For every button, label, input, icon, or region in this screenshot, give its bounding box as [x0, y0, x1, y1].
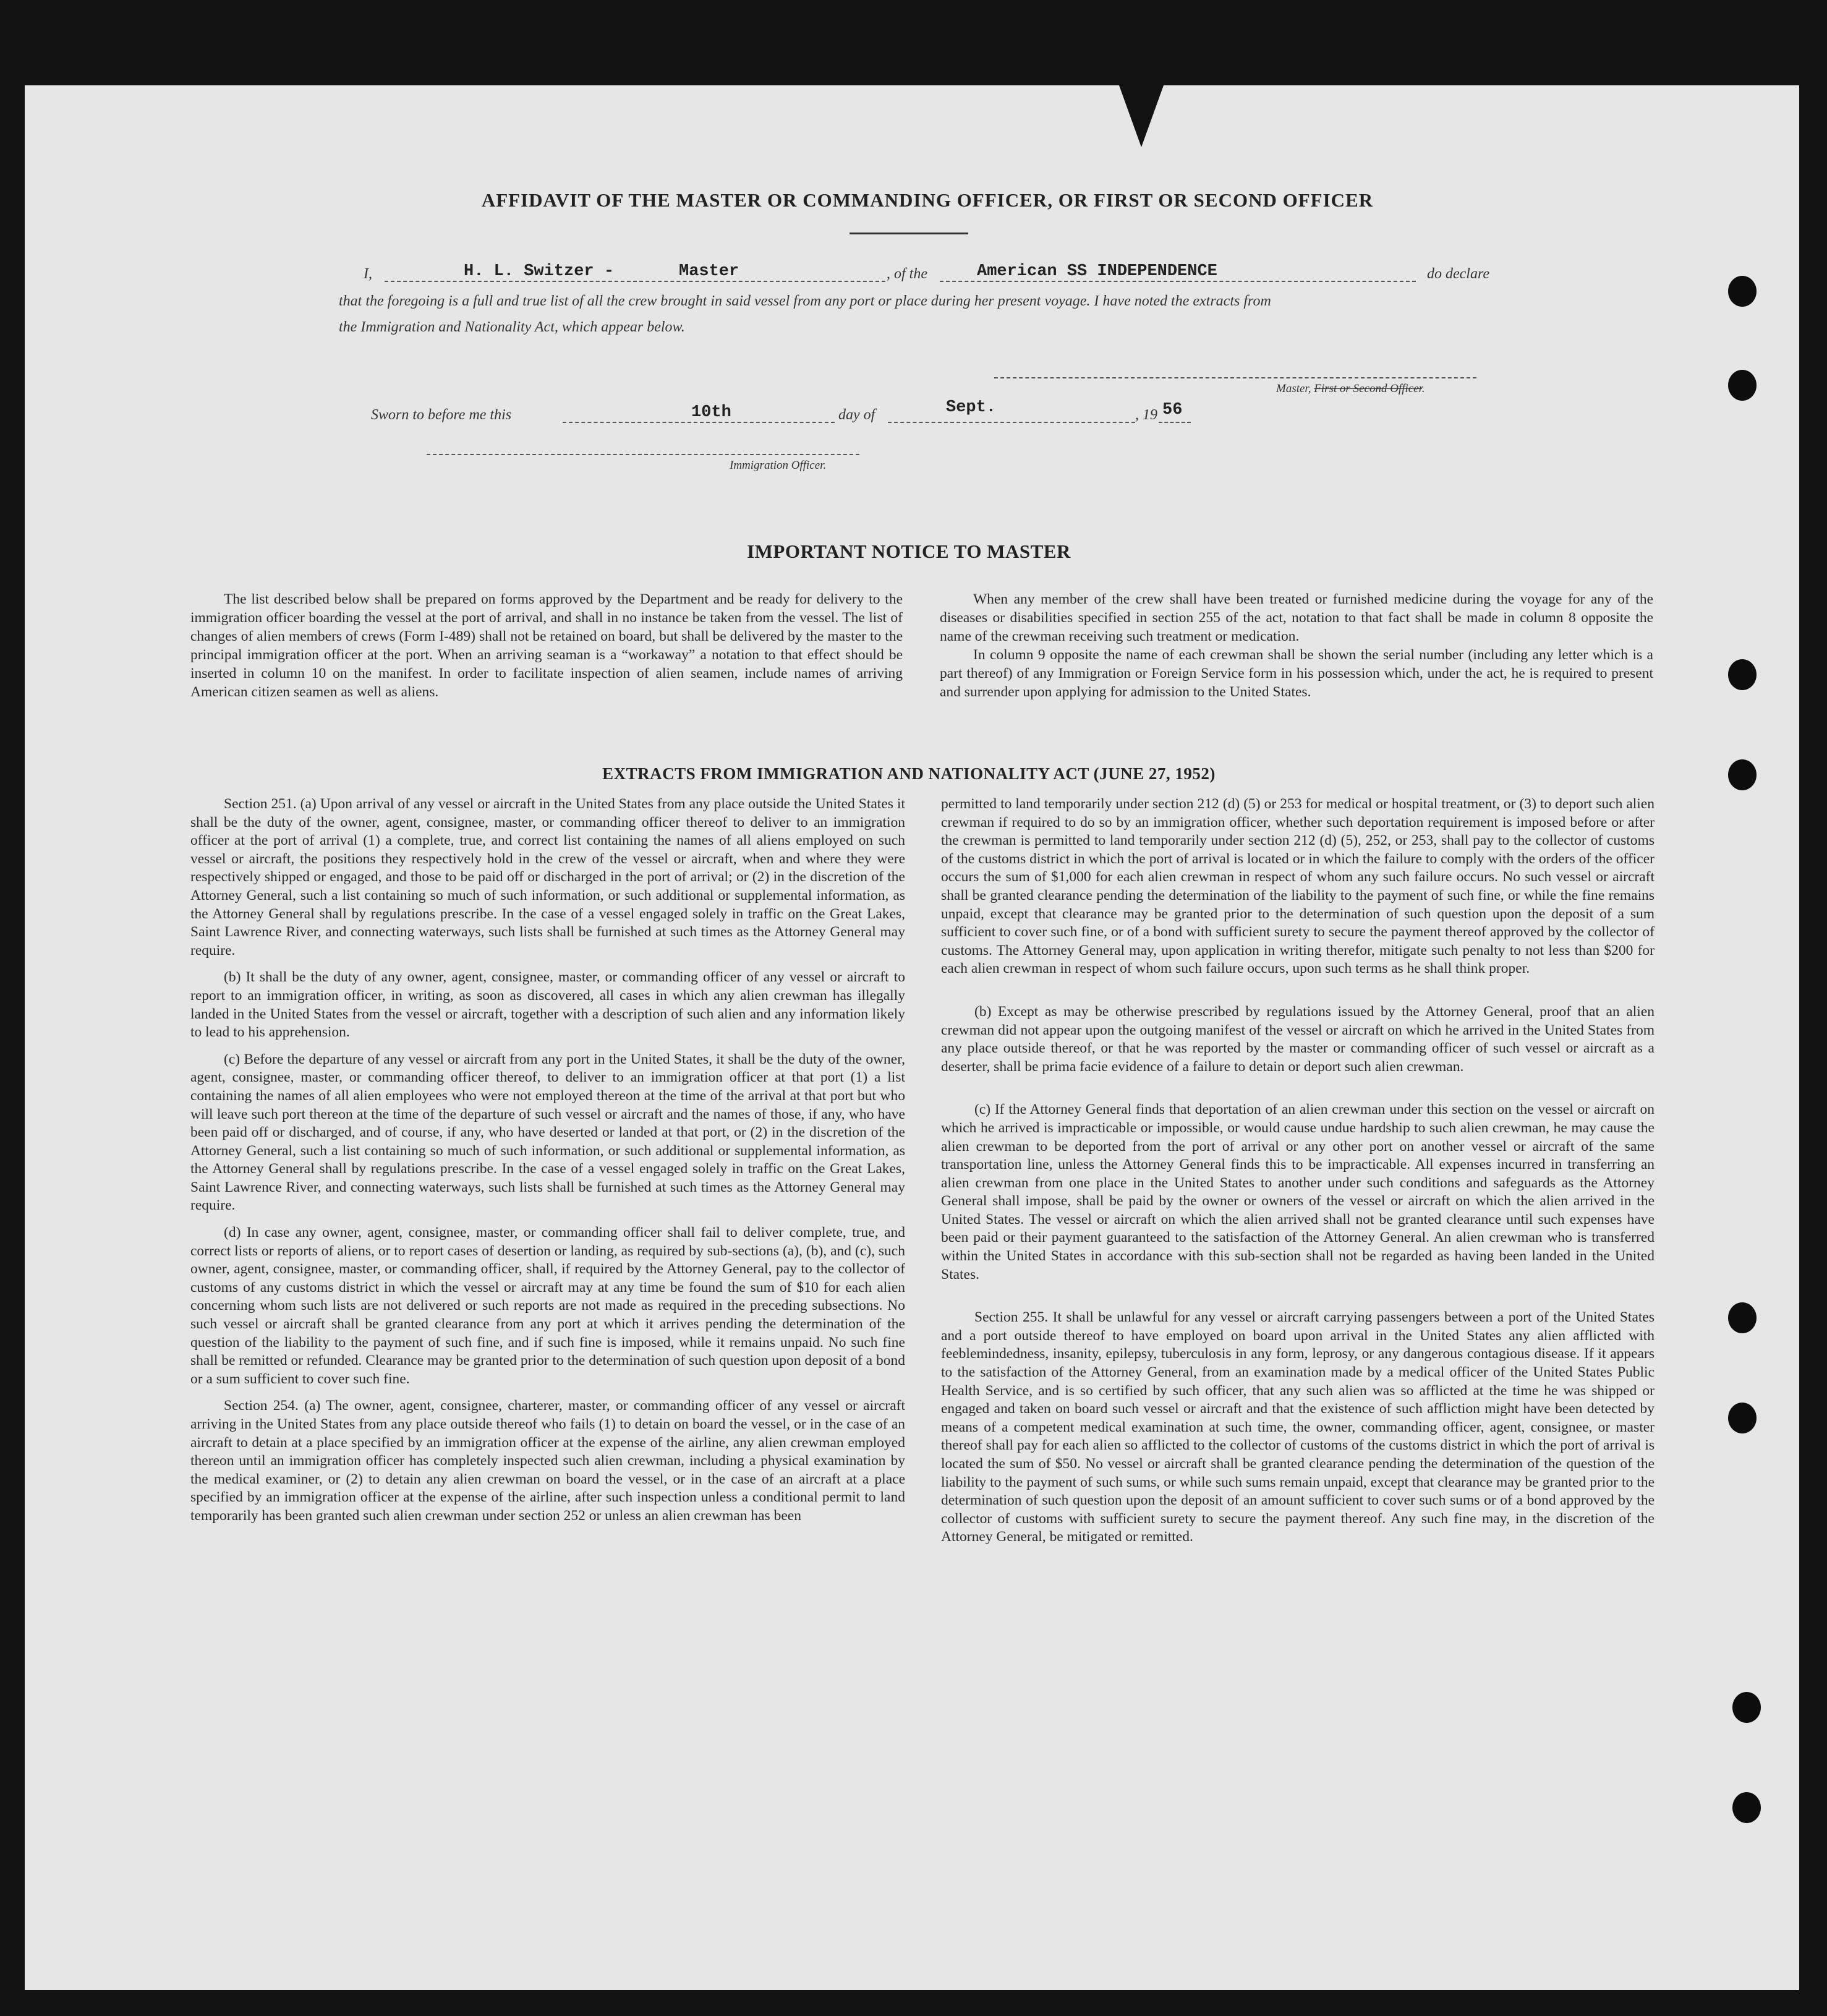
day-of-label: day of — [838, 407, 875, 423]
i-label: I, — [364, 266, 372, 282]
binder-hole — [1728, 759, 1757, 790]
affidavit-line-2: that the foregoing is a full and true list of all the crew brought in said vessel from any port or place during her present voyage. I have noted the extracts from — [339, 293, 1271, 309]
year-prefix: , 19 — [1135, 407, 1157, 423]
notice-left-column — [190, 590, 903, 710]
binder-hole — [1728, 1302, 1757, 1333]
signature-struck-label: First or Second Officer — [1314, 382, 1422, 395]
of-the-label: , of the — [887, 266, 927, 282]
master-signature-caption — [1276, 382, 1425, 396]
day-line — [563, 422, 835, 423]
notice-right-paragraph-1: When any member of the crew shall have been treated or furnished medicine during the voyage for any of the diseases or disabilities specified in section 255 of the act, notation to that fact shall be made in column 8 opposite the name of the crewman receiving such treatment or medication. — [940, 591, 1653, 644]
sworn-year: 56 — [1162, 401, 1183, 419]
notice-right-column — [940, 590, 1653, 710]
binder-hole — [1728, 659, 1757, 690]
binder-hole — [1728, 1403, 1757, 1433]
extract-paragraph: (b) Except as may be otherwise prescribed by regulations issued by the Attorney General, proof that an alien crewman did not appear upon the outgoing manifest of the vessel or aircraft on which he arrived in the United States from any place outside thereof, or that he was reported by the master or commanding officer of such vessel or aircraft as a deserter, shall be prima facie evidence of a failure to detain or deport such alien crewman. — [941, 1003, 1655, 1075]
title-rule — [850, 233, 968, 234]
extract-paragraph: Section 251. (a) Upon arrival of any vessel or aircraft in the United States from any place outside the United States it shall be the duty of the owner, agent, consignee, master, or commanding officer thereof to deliver to an immigration officer at the port of arrival (1) a complete, true, and correct list containing the names of all aliens employed on such vessel or aircraft, the positions they respectively hold in the crew of the vessel or aircraft, when and where they were respectively shipped or engaged, and those to be paid off or discharged in the port of arrival; or (2) in the discretion of the Attorney General, such a list containing so much of such information, or such additional or supplemental information, as the Attorney General shall by regulations prescribe. In the case of a vessel engaged solely in traffic on the Great Lakes, Saint Lawrence River, and connecting waterways, such lists shall be furnished at such times as the Attorney General may require. — [190, 796, 905, 959]
extracts-left-column — [190, 795, 905, 1534]
vessel-line — [940, 281, 1416, 282]
name-rank-line — [385, 281, 885, 282]
sworn-label: Sworn to before me this — [371, 407, 512, 423]
extracts-right-column — [941, 795, 1655, 1555]
notice-right-paragraph-2: In column 9 opposite the name of each crewman shall be shown the serial number (including any letter which is a part thereof) of any Immigration or Foreign Service form in his possession which, under the act, he is required to present and surrender upon applying for admission to the United States. — [940, 647, 1653, 700]
master-signature-line — [994, 377, 1476, 378]
binder-hole — [1728, 276, 1757, 307]
notice-heading: IMPORTANT NOTICE TO MASTER — [747, 540, 1071, 562]
affidavit-line-3: the Immigration and Nationality Act, which appear below. — [339, 319, 685, 335]
extract-paragraph: permitted to land temporarily under section 212 (d) (5) or 253 for medical or hospital treatment, or (3) to deport such alien crewman if required to do so by an immigration officer, whether such deportation requirement is imposed before or after the crewman is permitted to land temporarily under section 212 (d) (5), 252, or 253, shall pay to the collector of customs of the customs district in which the port of arrival is located or in which the failure to comply with the orders of the officer occurs the sum of $1,000 for each alien crewman in respect of whom any such failure occurs. No such vessel or aircraft shall be granted clearance pending the determination of the liability to the payment of such fine, or while the fine remains unpaid, except that clearance may be granted prior to the determination of such question upon the deposit of a sum sufficient to cover such fine, or of a bond with sufficient surety to secure the payment thereof approved by the collector of customs. The Attorney General may, upon application in writing therefor, mitigate such penalty to not less than $200 for each alien crewman in respect of whom such failure occurs, upon such terms as he shall think proper. — [941, 796, 1655, 977]
binder-hole — [1732, 1792, 1761, 1823]
immigration-officer-line — [427, 454, 859, 455]
notice-left-paragraph: The list described below shall be prepared on forms approved by the Department and be ready for delivery to the immigration officer boarding the vessel at the port of arrival, and shall in no instance be taken from the vessel. The list of changes of alien members of crews (Form I-489) shall not be retained on board, but shall be delivered by the master to the principal immigration officer at the port. When an arriving seaman is a “workaway” a notation to that effect should be inserted in column 10 on the manifest. In order to facilitate inspection of alien seamen, include names of arriving American citizen seamen as well as aliens. — [190, 591, 903, 700]
immigration-officer-caption: Immigration Officer. — [730, 459, 827, 472]
signature-end: . — [1421, 382, 1425, 395]
month-line — [888, 422, 1135, 423]
binder-hole — [1728, 370, 1757, 401]
year-line — [1159, 422, 1191, 423]
vessel-name: American SS INDEPENDENCE — [977, 262, 1217, 281]
sworn-month: Sept. — [946, 398, 997, 417]
master-rank: Master — [679, 262, 739, 281]
extract-paragraph: Section 254. (a) The owner, agent, consignee, charterer, master, or commanding officer of any vessel or aircraft arriving in the United States from any place outside thereof who fails (1) to detain on board the vessel, or in the case of an aircraft to detain at a place specified by an immigration officer at the expense of the airline, any alien crewman employed thereon until an immigration officer has completely inspected such alien crewman, including a physical examination by the medical examiner, or (2) to detain any alien crewman on board the vessel, or in the case of an aircraft at a place specified by an immigration officer at the expense of the airline, after such inspection unless a conditional permit to land temporarily has been granted such alien crewman under section 252 or unless an alien crewman has been — [190, 1398, 905, 1524]
signature-master-label: Master, — [1276, 382, 1314, 395]
page-notch — [1119, 85, 1164, 147]
extract-paragraph: Section 255. It shall be unlawful for any vessel or aircraft carrying passengers between a port of the United States and a port outside thereof to have employed on board upon arrival in the United States any alien afflicted with feeblemindedness, insanity, epilepsy, tuberculosis in any form, leprosy, or any dangerous contagious disease. If it appears to the satisfaction of the Attorney General, from an examination made by a medical officer of the United States Public Health Service, and is so certified by such officer, that any such alien was so afflicted at the time he was shipped or engaged and taken on board such vessel or aircraft and that the existence of such affliction might have been detected by means of a competent medical examination at such time, the owner, commanding officer, agent, consignee, or master thereof shall pay for each alien so afflicted to the collector of customs of the customs district in which the port of arrival is located the sum of $50. No vessel or aircraft shall be granted clearance pending the determination of the question of the liability to the payment of such sums, or while such sums remain unpaid, except that clearance may be granted prior to the determination of such question upon the deposit of an amount sufficient to cover such sums or of a bond approved by the collector of customs with sufficient surety to secure the payment thereof. Any such fine may, in the discretion of the Attorney General, be mitigated or remitted. — [941, 1309, 1655, 1545]
master-name: H. L. Switzer - — [464, 262, 615, 281]
do-declare-label: do declare — [1427, 266, 1490, 282]
affidavit-title: AFFIDAVIT OF THE MASTER OR COMMANDING OFFICER, OR FIRST OR SECOND OFFICER — [481, 189, 1374, 211]
sworn-day: 10th — [691, 403, 731, 422]
extract-paragraph: (b) It shall be the duty of any owner, agent, consignee, master, or commanding officer of any vessel or aircraft to report to an immigration officer, in writing, as soon as discovered, all cases in which any alien crewman has illegally landed in the United States from the vessel or aircraft, together with a description of such alien and any information likely to lead to his apprehension. — [190, 969, 905, 1041]
extracts-heading: EXTRACTS FROM IMMIGRATION AND NATIONALITY ACT (JUNE 27, 1952) — [602, 764, 1216, 783]
binder-hole — [1732, 1692, 1761, 1723]
extract-paragraph: (c) If the Attorney General finds that deportation of an alien crewman under this section on the vessel or aircraft on which he arrived is impracticable or impossible, or would cause undue hardship to such alien crewman, he may cause the alien crewman to be deported from the port of arrival or any other port on another vessel or aircraft of the same transportation line, unless the Attorney General finds this to be impracticable. All expenses incurred in transferring an alien crewman from one place in the United States to another under such conditions and safeguards as the Attorney General shall impose, shall be paid by the owner or owners of the vessel or aircraft on which the alien arrived in the United States. The vessel or aircraft on which the alien arrived shall not be granted clearance until such expenses have been paid or their payment guaranteed to the satisfaction of the Attorney General. An alien crewman who is transferred within the United States in accordance with this sub-section shall not be regarded as having been landed in the United States. — [941, 1101, 1655, 1283]
document-page — [25, 85, 1799, 1990]
extract-paragraph: (d) In case any owner, agent, consignee, master, or commanding officer shall fail to deliver complete, true, and correct lists or reports of aliens, or to report cases of desertion or landing, as required by sub-sections (a), (b), and (c), such owner, agent, consignee, master, or commanding officer, shall, if required by the Attorney General, pay to the collector of customs of any customs district in which the vessel or aircraft may at any time be found the sum of $10 for each alien concerning whom such lists are not delivered or such reports are not made as required in the preceding subsections. No such vessel or aircraft shall be granted clearance from any port at which it arrives pending the determination of the question of the liability to the payment of such fine, and if such fine is imposed, while it remains unpaid. No such fine shall be remitted or refunded. Clearance may be granted prior to the determination of such question upon deposit of a bond or a sum sufficient to cover such fine. — [190, 1224, 905, 1387]
extract-paragraph: (c) Before the departure of any vessel or aircraft from any port in the United States, it shall be the duty of the owner, agent, consignee, master, or commanding officer thereof, to deliver to an immigration officer at that port (1) a list containing the names of all alien employees who were not employed thereon at the time of the arrival at that port but who will leave such port thereon at the time of the departure of such vessel or aircraft and the names of those, if any, who have been paid off or discharged, and of course, if any, who have deserted or landed at that port, or (2) in the discretion of the Attorney General, such a list containing so much of such information, or such additional or supplemental information, as the Attorney General shall by regulations prescribe. In the case of a vessel engaged solely in traffic on the Great Lakes, Saint Lawrence River, and connecting waterways, such lists shall be furnished at such times as the Attorney General may require. — [190, 1051, 905, 1214]
